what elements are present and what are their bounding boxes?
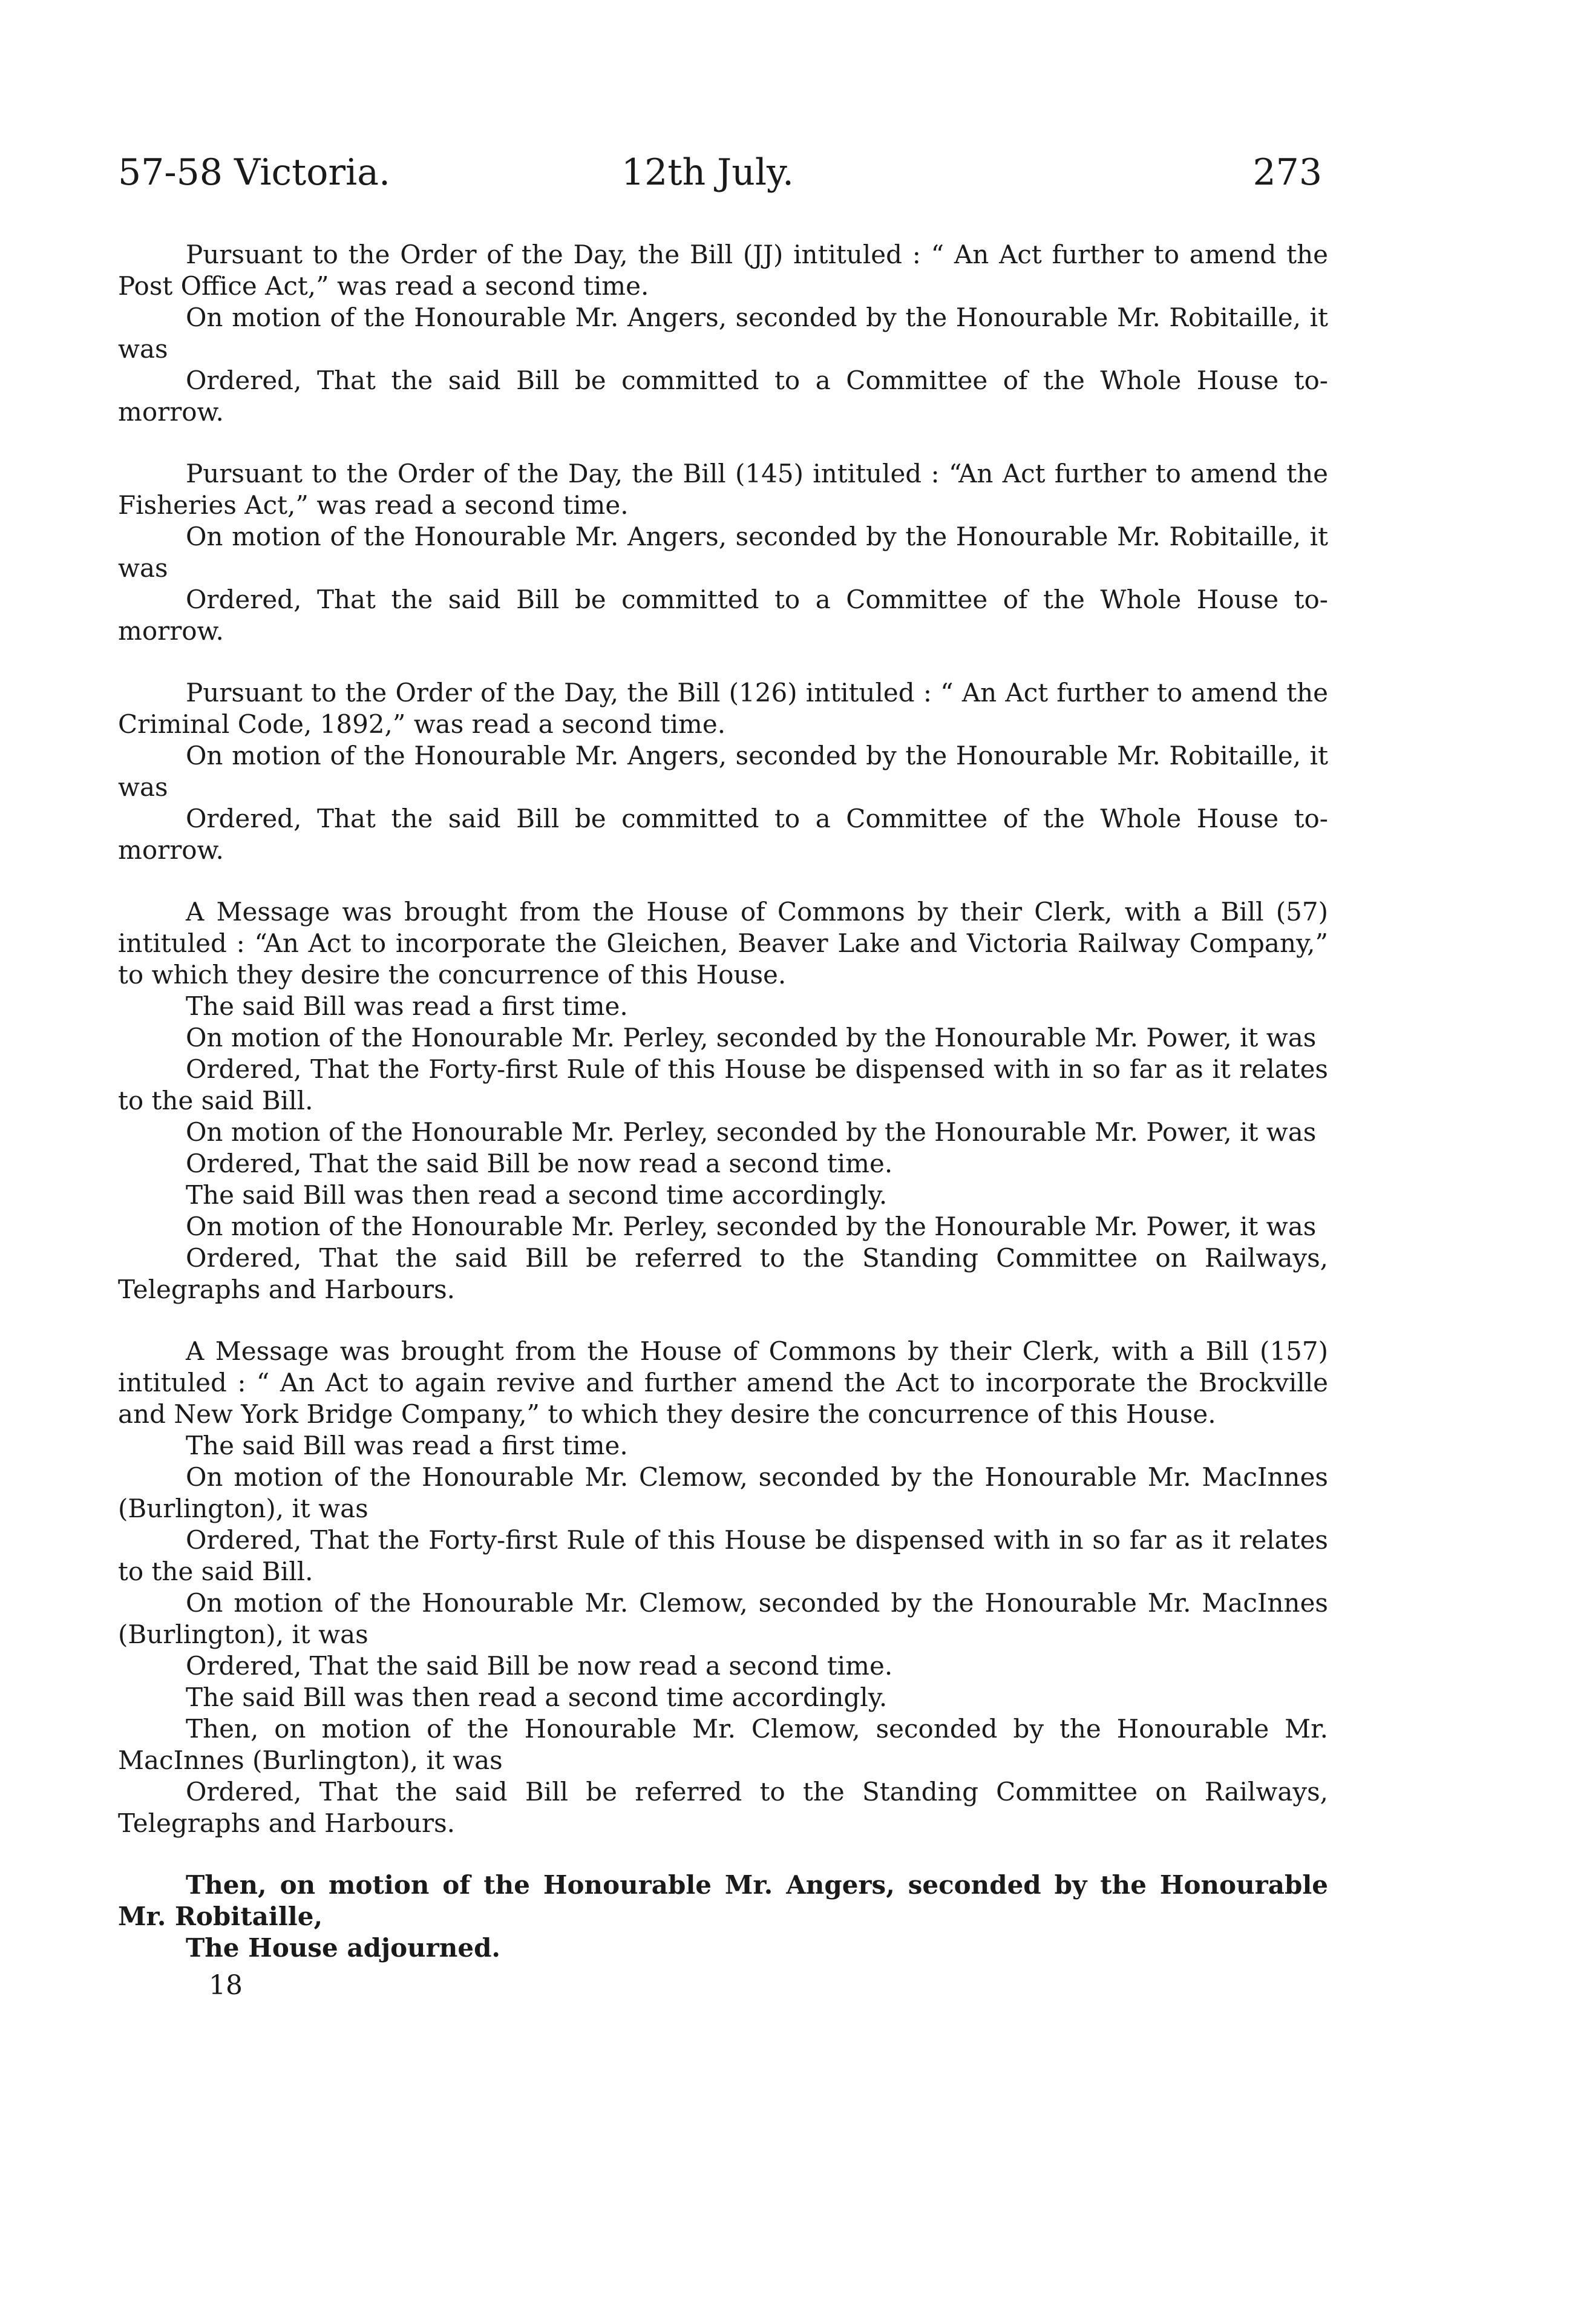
entry-paragraph: Ordered, That the said Bill be committed to a Committee of the Whole House to-morrow.: [118, 366, 1328, 427]
entry-paragraph: On motion of the Honourable Mr. Angers, seconded by the Honourable Mr. Robitaille, it was: [118, 522, 1328, 583]
journal-body: [118, 239, 1328, 1994]
entry-paragraph: Ordered, That the said Bill be now read a second time.: [186, 1149, 893, 1178]
entry-paragraph: Then, on motion of the Honourable Mr. Angers, seconded by the Honourable Mr. Robitaille,: [118, 1870, 1328, 1931]
entry-paragraph: Ordered, That the said Bill be committed to a Committee of the Whole House to-morrow.: [118, 585, 1328, 646]
entry-paragraph: Then, on motion of the Honourable Mr. Clemow, seconded by the Honourable Mr. MacInnes (Burlington), it was: [118, 1714, 1328, 1775]
entry-paragraph: The said Bill was then read a second time accordingly.: [186, 1180, 888, 1210]
entry-paragraph: Ordered, That the said Bill be committed to a Committee of the Whole House to-morrow.: [118, 804, 1328, 865]
header-session: 57-58 Victoria.: [118, 151, 391, 194]
page-number: 273: [1252, 151, 1322, 194]
entry-paragraph: Ordered, That the said Bill be referred to the Standing Committee on Railways, Telegraphs and Harbours.: [118, 1243, 1328, 1304]
entry-paragraph: The said Bill was read a first time.: [186, 1431, 628, 1460]
entry-1: [118, 239, 1328, 428]
entry-paragraph: On motion of the Honourable Mr. Perley, seconded by the Honourable Mr. Power, it was: [186, 1212, 1317, 1241]
entry-paragraph: On motion of the Honourable Mr. Perley, seconded by the Honourable Mr. Power, it was: [186, 1117, 1317, 1147]
entry-paragraph: On motion of the Honourable Mr. Clemow, seconded by the Honourable Mr. MacInnes (Burlington), it was: [118, 1588, 1328, 1649]
entry-4: [118, 896, 1328, 1305]
entry-paragraph: On motion of the Honourable Mr. Angers, seconded by the Honourable Mr. Robitaille, it was: [118, 303, 1328, 364]
entry-paragraph: On motion of the Honourable Mr. Clemow, seconded by the Honourable Mr. MacInnes (Burlington), it was: [118, 1462, 1328, 1523]
entry-3: [118, 677, 1328, 866]
entry-paragraph: On motion of the Honourable Mr. Angers, seconded by the Honourable Mr. Robitaille, it was: [118, 741, 1328, 802]
entry-paragraph: The said Bill was then read a second time accordingly.: [186, 1682, 888, 1712]
entry-5: [118, 1336, 1328, 1839]
entry-6: [118, 1869, 1328, 1964]
entry-paragraph: Ordered, That the said Bill be now read a second time.: [186, 1651, 893, 1681]
header-date: 12th July.: [621, 151, 794, 194]
entry-paragraph: The House adjourned.: [186, 1933, 501, 1963]
entry-paragraph: Pursuant to the Order of the Day, the Bill (JJ) intituled : “ An Act further to amend the Post Office Act,” was read a second time.: [118, 240, 1328, 301]
entry-paragraph: The said Bill was read a first time.: [186, 991, 628, 1021]
page-header: [118, 145, 1322, 200]
signature-folio: 18: [209, 1970, 243, 2001]
entry-paragraph: Ordered, That the Forty-first Rule of this House be dispensed with in so far as it relates to the said Bill.: [118, 1525, 1328, 1586]
entry-paragraph: Ordered, That the Forty-first Rule of this House be dispensed with in so far as it relates to the said Bill.: [118, 1054, 1328, 1115]
entry-paragraph: Pursuant to the Order of the Day, the Bill (145) intituled : “An Act further to amend the Fisheries Act,” was read a second time.: [118, 459, 1328, 520]
entry-2: [118, 458, 1328, 647]
entry-paragraph: A Message was brought from the House of Commons by their Clerk, with a Bill (157) intituled : “ An Act to again revive and further amend the Act to incorporate the Brockville and New York Bridge Company,” to which they desire the concurrence of this House.: [118, 1336, 1328, 1429]
entry-paragraph: On motion of the Honourable Mr. Perley, seconded by the Honourable Mr. Power, it was: [186, 1023, 1317, 1052]
entry-paragraph: A Message was brought from the House of Commons by their Clerk, with a Bill (57) intituled : “An Act to incorporate the Gleichen, Beaver Lake and Victoria Railway Company,” to which they desire the concurrence of this House.: [118, 897, 1328, 990]
entry-paragraph: Ordered, That the said Bill be referred to the Standing Committee on Railways, Telegraphs and Harbours.: [118, 1777, 1328, 1838]
entry-paragraph: Pursuant to the Order of the Day, the Bill (126) intituled : “ An Act further to amend the Criminal Code, 1892,” was read a second time.: [118, 678, 1328, 739]
